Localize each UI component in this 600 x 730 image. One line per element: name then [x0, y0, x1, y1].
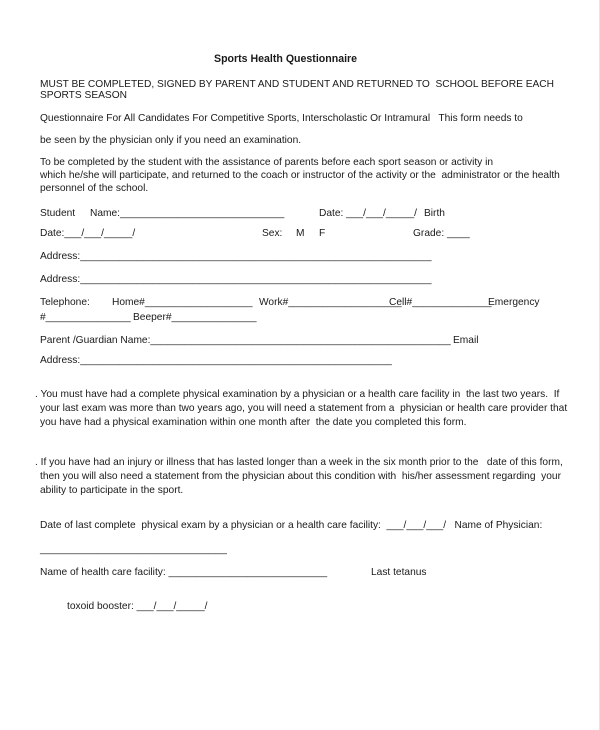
intro2-line-2: which he/she will participate, and returned to the coach or instructor of the activity or the administrator or the health: [40, 170, 560, 181]
home-phone-field[interactable]: Home#___________________: [112, 297, 253, 308]
intro1-line-2: be seen by the physician only if you need an examination.: [40, 135, 302, 146]
heading-line-2: SPORTS SEASON: [40, 90, 127, 101]
heading-line-1: MUST BE COMPLETED, SIGNED BY PARENT AND STUDENT AND RETURNED TO SCHOOL BEFORE EACH: [40, 79, 554, 90]
grade-field[interactable]: Grade: ____: [413, 228, 470, 239]
work-phone-field[interactable]: Work#____________________: [259, 297, 402, 308]
form-title: Sports Health Questionnaire: [214, 53, 358, 65]
exam-note-line-1: . You must have had a complete physical examination by a physician or a health care facility in the last two years. If: [35, 389, 560, 400]
intro2-line-3: personnel of the school.: [40, 183, 149, 194]
address-field-1[interactable]: Address:______________________________________________________________: [40, 251, 432, 262]
sex-option-m[interactable]: M: [296, 228, 305, 239]
sex-label: Sex:: [262, 228, 283, 239]
student-label: Student: [40, 208, 76, 219]
injury-note-line-1: . If you have had an injury or illness that has lasted longer than a week in the six month prior to the date of this form,: [35, 457, 563, 468]
sex-option-f[interactable]: F: [319, 228, 326, 239]
tetanus-label: Last tetanus: [371, 567, 427, 578]
email-label: Email: [453, 335, 479, 346]
birth-date-field[interactable]: Date:___/___/_____/: [40, 228, 136, 239]
exam-note-line-3: you have had a physical examination within one month after the date you completed this form.: [40, 417, 467, 428]
date-field[interactable]: Date: ___/___/_____/: [319, 208, 417, 219]
injury-note-line-3: ability to participate in the sport.: [40, 485, 184, 496]
physician-name-field[interactable]: _________________________________: [40, 544, 227, 555]
health-facility-field[interactable]: Name of health care facility: ____________________________: [40, 567, 328, 578]
emergency-field[interactable]: #_______________: [40, 312, 131, 323]
student-name-field[interactable]: Name:_____________________________: [90, 208, 285, 219]
last-exam-date-field[interactable]: Date of last complete physical exam by a physician or a health care facility: ___/___/___/ Name of Physician:: [40, 520, 543, 531]
injury-note-line-2: then you will also need a statement from the physician about this condition with his/her assessment regarding your: [40, 471, 561, 482]
intro2-line-1: To be completed by the student with the assistance of parents before each sport season or activity in: [40, 157, 494, 168]
emergency-label: Emergency: [488, 297, 540, 308]
cell-phone-field[interactable]: Cell#______________: [389, 297, 492, 308]
toxoid-booster-field[interactable]: toxoid booster: ___/___/_____/: [67, 601, 208, 612]
beeper-field[interactable]: Beeper#_______________: [133, 312, 257, 323]
birth-label: Birth: [424, 208, 445, 219]
intro1-line-1: Questionnaire For All Candidates For Competitive Sports, Interscholastic Or Intramural This form needs to: [40, 113, 523, 124]
exam-note-line-2: your last exam was more than two years ago, you will need a statement from a physician or health care provider that: [40, 403, 568, 414]
telephone-label: Telephone:: [40, 297, 90, 308]
parent-guardian-field[interactable]: Parent /Guardian Name:_____________________________________________________: [40, 335, 451, 346]
address-field-2[interactable]: Address:______________________________________________________________: [40, 274, 432, 285]
email-address-field[interactable]: Address:_______________________________________________________: [40, 355, 392, 366]
